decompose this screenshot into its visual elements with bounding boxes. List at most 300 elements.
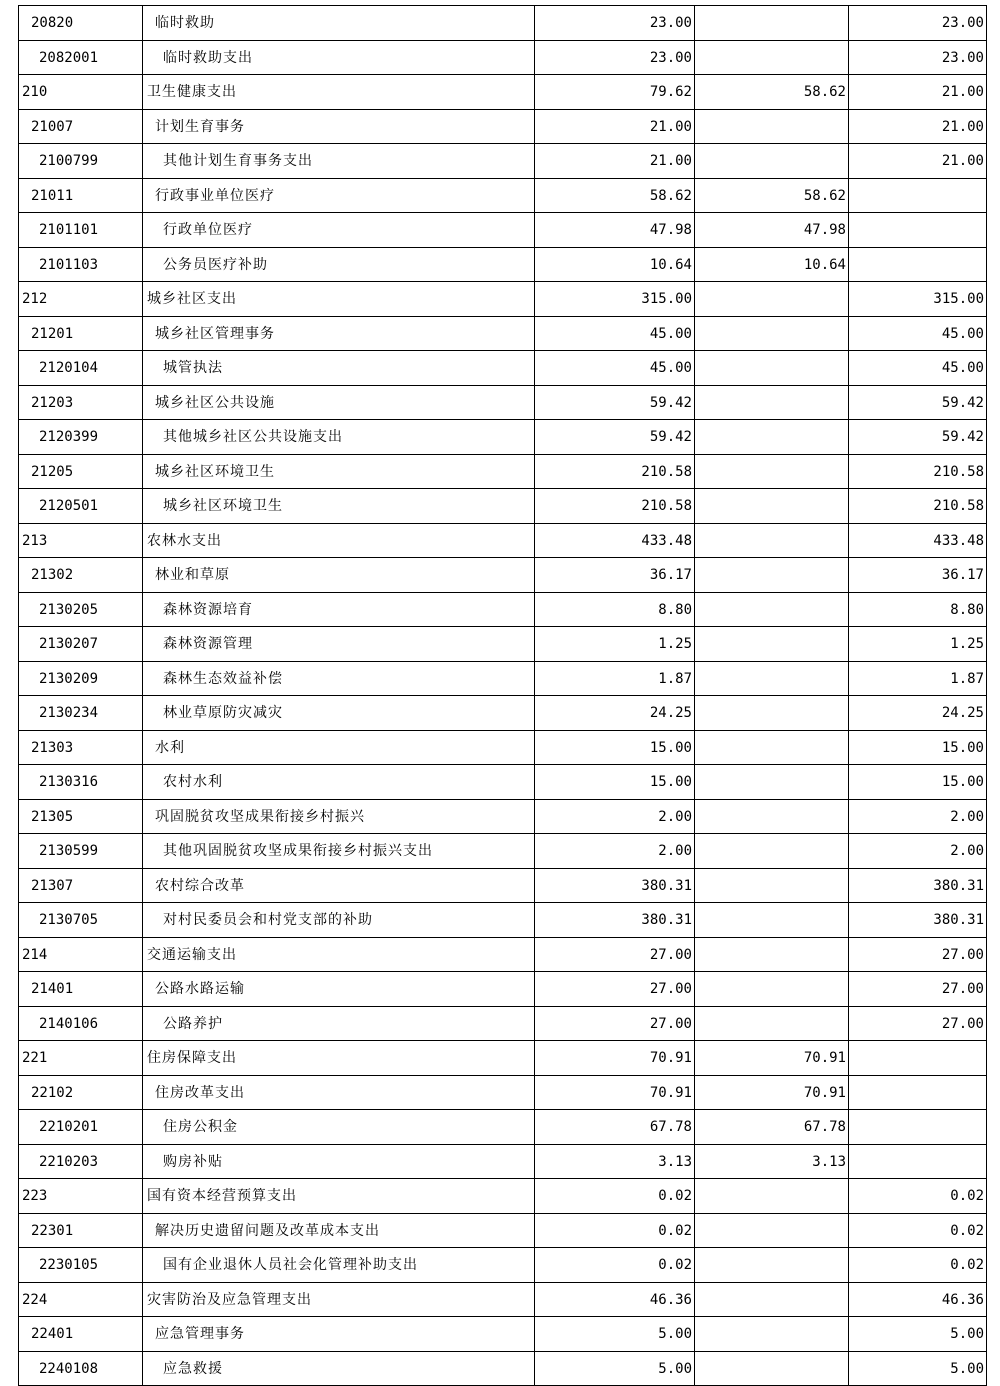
- project-expenditure-text: 433.48: [933, 532, 984, 549]
- basic-expenditure-text: 47.98: [803, 222, 846, 238]
- table-row: [19, 1248, 987, 1283]
- total-amount-text: 10.64: [649, 256, 692, 273]
- basic-expenditure-cell: [695, 248, 849, 282]
- subject-code-cell: [19, 696, 143, 731]
- subject-name-cell: [143, 593, 535, 627]
- project-expenditure-text: 23.00: [941, 49, 984, 66]
- project-expenditure-cell: [849, 869, 987, 903]
- subject-code-cell: [19, 972, 143, 1007]
- total-amount-text: 21.00: [649, 153, 692, 169]
- project-expenditure-text: 315.00: [933, 291, 984, 307]
- subject-code-cell: [19, 558, 143, 593]
- subject-code-cell: [19, 1248, 143, 1283]
- table-row: [19, 317, 987, 351]
- project-expenditure-text: 46.36: [941, 1291, 984, 1308]
- total-amount-cell: [535, 455, 695, 489]
- project-expenditure-text: 23.00: [941, 15, 984, 31]
- basic-expenditure-cell: [695, 41, 849, 75]
- subject-name-cell: [143, 938, 535, 972]
- table-row: [19, 1076, 987, 1110]
- table-row: [19, 627, 987, 662]
- project-expenditure-text: 210.58: [933, 498, 984, 514]
- total-amount-text: 315.00: [641, 291, 692, 307]
- project-expenditure-cell: [849, 558, 987, 593]
- total-amount-cell: [535, 1041, 695, 1076]
- project-expenditure-cell: [849, 593, 987, 627]
- basic-expenditure-cell: [695, 731, 849, 765]
- subject-code-cell: [19, 731, 143, 765]
- subject-code-text: 2130207: [39, 636, 99, 652]
- project-expenditure-cell: [849, 903, 987, 938]
- project-expenditure-cell: [849, 282, 987, 317]
- table-row: [19, 903, 987, 938]
- subject-code-cell: [19, 662, 143, 696]
- total-amount-text: 46.36: [649, 1291, 692, 1308]
- basic-expenditure-cell: [695, 455, 849, 489]
- total-amount-text: 15.00: [649, 739, 692, 756]
- total-amount-cell: [535, 213, 695, 248]
- subject-code-cell: [19, 1352, 143, 1386]
- basic-expenditure-cell: [695, 179, 849, 213]
- project-expenditure-cell: [849, 972, 987, 1007]
- subject-name-cell: [143, 6, 535, 41]
- table-row: [19, 765, 987, 800]
- subject-name-cell: [143, 696, 535, 731]
- total-amount-text: 8.80: [658, 601, 692, 618]
- total-amount-cell: [535, 938, 695, 972]
- subject-name-text: 临时救助: [155, 15, 215, 31]
- project-expenditure-cell: [849, 1041, 987, 1076]
- table-row: [19, 6, 987, 41]
- project-expenditure-cell: [849, 1317, 987, 1352]
- subject-name-cell: [143, 282, 535, 317]
- total-amount-text: 5.00: [658, 1326, 692, 1342]
- subject-name-text: 农村水利: [163, 774, 223, 790]
- subject-code-cell: [19, 110, 143, 144]
- project-expenditure-cell: [849, 41, 987, 75]
- project-expenditure-text: 27.00: [941, 946, 984, 963]
- subject-code-cell: [19, 75, 143, 110]
- total-amount-cell: [535, 1352, 695, 1386]
- table-row: [19, 1007, 987, 1041]
- table-row: [19, 1145, 987, 1179]
- basic-expenditure-text: 3.13: [812, 1153, 846, 1170]
- basic-expenditure-cell: [695, 110, 849, 144]
- basic-expenditure-cell: [695, 696, 849, 731]
- basic-expenditure-text: 70.91: [803, 1084, 846, 1101]
- subject-name-cell: [143, 662, 535, 696]
- project-expenditure-cell: [849, 1214, 987, 1248]
- total-amount-cell: [535, 386, 695, 420]
- subject-name-cell: [143, 248, 535, 282]
- project-expenditure-text: 21.00: [941, 153, 984, 169]
- total-amount-text: 36.17: [649, 567, 692, 583]
- subject-code-text: 224: [22, 1291, 48, 1308]
- total-amount-cell: [535, 1179, 695, 1214]
- subject-code-text: 213: [22, 532, 48, 549]
- subject-name-cell: [143, 800, 535, 834]
- subject-name-text: 应急管理事务: [155, 1326, 245, 1342]
- subject-name-cell: [143, 386, 535, 420]
- table-row: [19, 558, 987, 593]
- total-amount-cell: [535, 627, 695, 662]
- subject-code-text: 2101101: [39, 222, 99, 238]
- project-expenditure-text: 0.02: [950, 1188, 984, 1204]
- subject-name-text: 公路养护: [163, 1015, 223, 1032]
- subject-name-cell: [143, 455, 535, 489]
- subject-name-text: 城管执法: [163, 360, 223, 376]
- subject-name-cell: [143, 1352, 535, 1386]
- total-amount-cell: [535, 282, 695, 317]
- subject-name-text: 城乡社区公共设施: [155, 394, 275, 411]
- table-row: [19, 662, 987, 696]
- basic-expenditure-text: 58.62: [803, 187, 846, 204]
- project-expenditure-text: 8.80: [950, 601, 984, 618]
- project-expenditure-text: 59.42: [941, 429, 984, 445]
- total-amount-text: 70.91: [649, 1084, 692, 1101]
- subject-code-text: 2130599: [39, 843, 99, 859]
- table-body: [19, 6, 987, 1386]
- basic-expenditure-cell: [695, 800, 849, 834]
- project-expenditure-cell: [849, 489, 987, 524]
- table-row: [19, 1214, 987, 1248]
- subject-code-cell: [19, 938, 143, 972]
- subject-code-cell: [19, 593, 143, 627]
- subject-name-text: 城乡社区管理事务: [155, 325, 275, 342]
- subject-code-cell: [19, 1110, 143, 1145]
- subject-code-text: 21011: [31, 187, 74, 204]
- project-expenditure-cell: [849, 765, 987, 800]
- table-row: [19, 144, 987, 179]
- table-row: [19, 455, 987, 489]
- total-amount-cell: [535, 248, 695, 282]
- project-expenditure-text: 5.00: [950, 1326, 984, 1342]
- project-expenditure-cell: [849, 1179, 987, 1214]
- project-expenditure-cell: [849, 524, 987, 558]
- subject-code-text: 20820: [31, 15, 74, 31]
- subject-code-text: 2100799: [39, 153, 99, 169]
- subject-name-cell: [143, 489, 535, 524]
- project-expenditure-cell: [849, 75, 987, 110]
- table-row: [19, 593, 987, 627]
- total-amount-cell: [535, 972, 695, 1007]
- project-expenditure-cell: [849, 248, 987, 282]
- subject-name-text: 其他巩固脱贫攻坚成果衔接乡村振兴支出: [163, 843, 433, 859]
- total-amount-cell: [535, 558, 695, 593]
- subject-name-cell: [143, 110, 535, 144]
- subject-code-text: 2101103: [39, 256, 99, 273]
- table-row: [19, 800, 987, 834]
- total-amount-cell: [535, 179, 695, 213]
- project-expenditure-text: 1.25: [950, 636, 984, 652]
- basic-expenditure-cell: [695, 593, 849, 627]
- subject-code-cell: [19, 627, 143, 662]
- subject-name-text: 森林生态效益补偿: [163, 670, 283, 687]
- subject-name-cell: [143, 75, 535, 110]
- total-amount-cell: [535, 593, 695, 627]
- basic-expenditure-cell: [695, 1145, 849, 1179]
- basic-expenditure-cell: [695, 1110, 849, 1145]
- project-expenditure-text: 0.02: [950, 1257, 984, 1273]
- total-amount-cell: [535, 524, 695, 558]
- total-amount-cell: [535, 75, 695, 110]
- project-expenditure-text: 45.00: [941, 360, 984, 376]
- total-amount-text: 0.02: [658, 1257, 692, 1273]
- subject-code-cell: [19, 6, 143, 41]
- subject-name-text: 行政单位医疗: [163, 222, 253, 238]
- project-expenditure-cell: [849, 1076, 987, 1110]
- basic-expenditure-cell: [695, 558, 849, 593]
- basic-expenditure-cell: [695, 75, 849, 110]
- table-row: [19, 489, 987, 524]
- subject-name-text: 住房保障支出: [147, 1050, 237, 1066]
- subject-code-text: 2240108: [39, 1360, 99, 1377]
- subject-code-text: 221: [22, 1050, 48, 1066]
- table-row: [19, 869, 987, 903]
- project-expenditure-cell: [849, 179, 987, 213]
- total-amount-cell: [535, 351, 695, 386]
- basic-expenditure-cell: [695, 903, 849, 938]
- basic-expenditure-cell: [695, 834, 849, 869]
- budget-expenditure-table: [18, 5, 987, 1386]
- total-amount-text: 67.78: [649, 1119, 692, 1135]
- total-amount-text: 380.31: [641, 877, 692, 894]
- project-expenditure-text: 2.00: [950, 808, 984, 825]
- subject-code-cell: [19, 869, 143, 903]
- subject-name-cell: [143, 834, 535, 869]
- basic-expenditure-cell: [695, 524, 849, 558]
- table-row: [19, 75, 987, 110]
- project-expenditure-cell: [849, 317, 987, 351]
- subject-name-cell: [143, 179, 535, 213]
- project-expenditure-text: 5.00: [950, 1360, 984, 1377]
- subject-code-cell: [19, 524, 143, 558]
- total-amount-text: 45.00: [649, 360, 692, 376]
- project-expenditure-cell: [849, 110, 987, 144]
- total-amount-text: 433.48: [641, 532, 692, 549]
- table-row: [19, 938, 987, 972]
- subject-name-text: 农林水支出: [147, 532, 222, 549]
- subject-name-text: 解决历史遗留问题及改革成本支出: [155, 1222, 380, 1239]
- table-row: [19, 213, 987, 248]
- subject-code-text: 21201: [31, 325, 74, 342]
- subject-name-cell: [143, 351, 535, 386]
- subject-name-text: 卫生健康支出: [147, 84, 237, 100]
- subject-name-cell: [143, 144, 535, 179]
- subject-code-cell: [19, 386, 143, 420]
- subject-name-text: 应急救援: [163, 1360, 223, 1377]
- subject-code-text: 2130705: [39, 912, 99, 928]
- subject-name-cell: [143, 731, 535, 765]
- total-amount-text: 0.02: [658, 1222, 692, 1239]
- subject-name-text: 林业和草原: [155, 567, 230, 583]
- subject-code-text: 2210201: [39, 1119, 99, 1135]
- subject-name-cell: [143, 869, 535, 903]
- total-amount-text: 380.31: [641, 912, 692, 928]
- basic-expenditure-text: 58.62: [803, 84, 846, 100]
- subject-name-cell: [143, 627, 535, 662]
- basic-expenditure-cell: [695, 1352, 849, 1386]
- project-expenditure-cell: [849, 386, 987, 420]
- project-expenditure-text: 45.00: [941, 325, 984, 342]
- basic-expenditure-text: 10.64: [803, 256, 846, 273]
- basic-expenditure-cell: [695, 869, 849, 903]
- subject-code-text: 21303: [31, 739, 74, 756]
- project-expenditure-cell: [849, 1145, 987, 1179]
- total-amount-text: 210.58: [641, 463, 692, 480]
- project-expenditure-cell: [849, 1007, 987, 1041]
- subject-code-cell: [19, 765, 143, 800]
- subject-code-text: 22401: [31, 1326, 74, 1342]
- total-amount-text: 27.00: [649, 946, 692, 963]
- basic-expenditure-text: 70.91: [803, 1050, 846, 1066]
- total-amount-cell: [535, 1110, 695, 1145]
- table-row: [19, 1041, 987, 1076]
- total-amount-text: 1.87: [658, 670, 692, 687]
- basic-expenditure-cell: [695, 938, 849, 972]
- subject-code-text: 2082001: [39, 49, 99, 66]
- basic-expenditure-cell: [695, 144, 849, 179]
- total-amount-text: 5.00: [658, 1360, 692, 1377]
- subject-code-cell: [19, 1076, 143, 1110]
- subject-name-text: 森林资源培育: [163, 601, 253, 618]
- subject-name-text: 城乡社区环境卫生: [163, 498, 283, 514]
- total-amount-cell: [535, 869, 695, 903]
- subject-code-cell: [19, 1283, 143, 1317]
- total-amount-text: 23.00: [649, 15, 692, 31]
- project-expenditure-text: 36.17: [941, 567, 984, 583]
- subject-code-cell: [19, 1007, 143, 1041]
- subject-code-cell: [19, 1317, 143, 1352]
- basic-expenditure-cell: [695, 351, 849, 386]
- subject-code-cell: [19, 1145, 143, 1179]
- total-amount-cell: [535, 1145, 695, 1179]
- subject-name-cell: [143, 1145, 535, 1179]
- subject-code-text: 21302: [31, 567, 74, 583]
- project-expenditure-text: 27.00: [941, 981, 984, 997]
- table-row: [19, 41, 987, 75]
- subject-code-text: 21307: [31, 877, 74, 894]
- subject-name-cell: [143, 213, 535, 248]
- subject-name-text: 城乡社区环境卫生: [155, 463, 275, 480]
- subject-name-text: 行政事业单位医疗: [155, 187, 275, 204]
- subject-code-cell: [19, 489, 143, 524]
- subject-code-text: 2120104: [39, 360, 99, 376]
- basic-expenditure-cell: [695, 627, 849, 662]
- subject-name-cell: [143, 420, 535, 455]
- subject-code-text: 210: [22, 84, 48, 100]
- subject-name-text: 购房补贴: [163, 1153, 223, 1170]
- project-expenditure-cell: [849, 834, 987, 869]
- total-amount-text: 3.13: [658, 1153, 692, 1170]
- basic-expenditure-cell: [695, 1076, 849, 1110]
- basic-expenditure-cell: [695, 1317, 849, 1352]
- total-amount-cell: [535, 903, 695, 938]
- project-expenditure-cell: [849, 144, 987, 179]
- subject-name-cell: [143, 317, 535, 351]
- subject-code-text: 21205: [31, 463, 74, 480]
- total-amount-text: 2.00: [658, 843, 692, 859]
- table-row: [19, 524, 987, 558]
- subject-name-cell: [143, 972, 535, 1007]
- project-expenditure-cell: [849, 938, 987, 972]
- basic-expenditure-cell: [695, 1007, 849, 1041]
- subject-code-cell: [19, 282, 143, 317]
- project-expenditure-cell: [849, 696, 987, 731]
- total-amount-cell: [535, 1076, 695, 1110]
- total-amount-text: 27.00: [649, 981, 692, 997]
- project-expenditure-text: 24.25: [941, 705, 984, 721]
- subject-code-text: 2130205: [39, 601, 99, 618]
- total-amount-text: 2.00: [658, 808, 692, 825]
- subject-name-cell: [143, 1179, 535, 1214]
- subject-code-cell: [19, 903, 143, 938]
- table-row: [19, 351, 987, 386]
- subject-code-text: 2120399: [39, 429, 99, 445]
- subject-code-cell: [19, 834, 143, 869]
- total-amount-cell: [535, 420, 695, 455]
- project-expenditure-text: 0.02: [950, 1222, 984, 1239]
- subject-code-cell: [19, 317, 143, 351]
- project-expenditure-text: 21.00: [941, 118, 984, 135]
- subject-code-text: 2230105: [39, 1257, 99, 1273]
- subject-name-cell: [143, 558, 535, 593]
- project-expenditure-text: 59.42: [941, 394, 984, 411]
- total-amount-cell: [535, 662, 695, 696]
- table-row: [19, 110, 987, 144]
- project-expenditure-text: 27.00: [941, 1015, 984, 1032]
- total-amount-text: 23.00: [649, 49, 692, 66]
- subject-name-cell: [143, 1283, 535, 1317]
- basic-expenditure-cell: [695, 213, 849, 248]
- project-expenditure-text: 2.00: [950, 843, 984, 859]
- table-row: [19, 696, 987, 731]
- subject-name-cell: [143, 1110, 535, 1145]
- total-amount-text: 47.98: [649, 222, 692, 238]
- subject-code-cell: [19, 1214, 143, 1248]
- total-amount-cell: [535, 1317, 695, 1352]
- subject-name-text: 城乡社区支出: [147, 291, 237, 307]
- basic-expenditure-cell: [695, 1248, 849, 1283]
- subject-name-text: 对村民委员会和村党支部的补助: [163, 912, 373, 928]
- project-expenditure-cell: [849, 662, 987, 696]
- basic-expenditure-cell: [695, 489, 849, 524]
- table-row: [19, 1110, 987, 1145]
- subject-code-text: 22301: [31, 1222, 74, 1239]
- subject-name-cell: [143, 1214, 535, 1248]
- subject-name-cell: [143, 1317, 535, 1352]
- subject-code-text: 2130316: [39, 774, 99, 790]
- total-amount-cell: [535, 1283, 695, 1317]
- subject-name-cell: [143, 1007, 535, 1041]
- total-amount-cell: [535, 696, 695, 731]
- subject-code-text: 2120501: [39, 498, 99, 514]
- subject-code-cell: [19, 248, 143, 282]
- total-amount-text: 59.42: [649, 429, 692, 445]
- basic-expenditure-text: 67.78: [803, 1119, 846, 1135]
- project-expenditure-cell: [849, 213, 987, 248]
- basic-expenditure-cell: [695, 420, 849, 455]
- project-expenditure-text: 15.00: [941, 739, 984, 756]
- project-expenditure-cell: [849, 1110, 987, 1145]
- project-expenditure-cell: [849, 800, 987, 834]
- subject-name-cell: [143, 41, 535, 75]
- total-amount-text: 70.91: [649, 1050, 692, 1066]
- basic-expenditure-cell: [695, 1283, 849, 1317]
- basic-expenditure-cell: [695, 6, 849, 41]
- subject-name-text: 水利: [155, 739, 185, 756]
- project-expenditure-text: 380.31: [933, 912, 984, 928]
